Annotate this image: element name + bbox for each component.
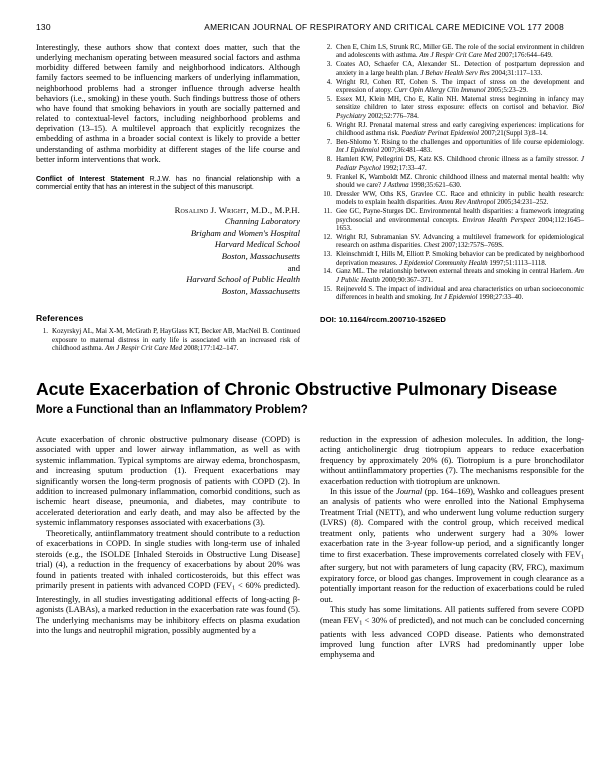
reference-item: Dressler WW, Oths KS, Gravlee CC. Race and ethnicity in public health research: models to explain health disparities. Annu Rev Anthropol 2005;34:231–252.	[336, 189, 584, 207]
article-header	[0, 379, 600, 417]
article-subtitle: More a Functional than an Inflammatory Problem?	[36, 403, 308, 416]
reference-item: Ben-Shlomo Y. Rising to the challenges and opportunities of life course epidemiology. Int J Epidemiol 2007;36:481–483.	[336, 137, 584, 155]
article-paragraph: Acute exacerbation of chronic obstructive pulmonary disease (COPD) is associated with upper and lower airway inflammation, as well as with systemic inflammation. Typical symptoms are airway edema, bronchospasm, and increasing sputum production (1). Frequent exacerbations may significantly worsen the long-term prognosis of patients with COPD (2). In addition to increased pulmonary inflammation, comorbid conditions, such as ischemic heart disease, pneumonia, and diabetes, may contribute to accelerated deterioration and early death, and may also be affected by the systemic inflammatory responses associated with exacerbations (3).	[36, 433, 300, 528]
article-left-column	[36, 434, 300, 660]
running-head	[0, 0, 600, 32]
reference-item: Kleinschmidt I, Hills M, Elliott P. Smoking behavior can be predicated by neighborhood deprivation measures. J Epidemiol Community Health 1997;51:1113–1118.	[336, 250, 584, 267]
reference-item: Wright RJ. Prenatal maternal stress and early caregiving experiences: implications for childhood asthma risk. Paediatr Perinat Epidemiol 2007;21(Suppl 3):8–14.	[336, 120, 584, 138]
author-signature-block	[36, 205, 300, 298]
article-paragraph: This study has some limitations. All patients suffered from severe COPD (mean $FEV_1 < 30\%$ of predicted), and not much can be concluded concerning patients with less advanced COPD disease. Patients who demonstrated improved lung function after LVRS had predominantly upper lobe emphysema and	[320, 604, 584, 660]
reference-item: Hamlett KW, Pellegrini DS, Katz KS. Childhood chronic illness as a family stressor. J Pediatr Psychol 1992;17:33–47.	[336, 155, 584, 172]
signature-affiliation: Brigham and Women's Hospital	[190, 227, 300, 238]
reference-item: Frankel K, Wamboldt MZ. Chronic childhood illness and maternal mental health: why should we care? J Asthma 1998;35:621–630.	[336, 172, 584, 189]
reference-item: Essex MJ, Klein MH, Cho E, Kalin NH. Maternal stress beginning in infancy may sensitize children to later stress exposure: effects on cortisol and behavior. Biol Psychiatry 2002;52:776–784.	[336, 94, 584, 120]
editorial-paragraph: Interestingly, these authors show that context does matter, such that the underlying mechanism operating between measured social factors and asthma morbidity differed between family and neighborhood indicators. Although family factors seemed to be influencing markers of underlying inflammation, neighborhood problems had a stronger influence through adverse health behaviors (i.e., smoking) in these youth. Such findings buttress those of others who have found that smoking behaviors in youth are socially patterned and related to contextual-level factors, including neighborhood problems and deprivation (13–15). A multilevel approach that explicitly recognizes the embedding of asthma in a broader social context is likely to provide a better understanding of asthma morbidity at different stages of the life course and better inform interventions that work.	[36, 43, 300, 164]
article-paragraph: Theoretically, antiinflammatory treatment should contribute to a reduction of exacerbations in COPD. In single studies with long-term use of inhaled steroids (e.g., the ISOLDE [Inhaled Steroids in Obstructive Lung Disease] trial) (4), a reduction in the frequency of exacerbations by about 20% was found in patients treated with inhaled corticosteroids, but this effect was primarily present in patients with advanced COPD ($FEV_1 < 60\%$ predicted). Interestingly, in all studies investigating additional effects of long-acting β-agonists (LABAs), a marked reduction in the exacerbation rate was found (5). The underlying mechanisms may be inhibitory effects on plasma exudation into the lungs and neutrophil migration, possibly augmented by a	[36, 527, 300, 636]
article-right-column	[320, 434, 584, 660]
article-title: Acute Exacerbation of Chronic Obstructive Pulmonary Disease	[36, 379, 558, 400]
journal-title-line: AMERICAN JOURNAL OF RESPIRATORY AND CRITICAL CARE MEDICINE VOL 177 2008	[204, 22, 564, 32]
editorial-left-column	[36, 43, 300, 353]
signature-affiliation: Boston, Massachusetts	[221, 251, 300, 262]
reference-item: Chen E, Chim LS, Strunk RC, Miller GE. The role of the social environment in children and adolescents with asthma. Am J Respir Crit Care Med 2007;176:644–649.	[336, 43, 584, 60]
article-paragraph: In this issue of the Journal (pp. 164–169), Washko and colleagues present an analysis of patients who were enrolled into the National Emphysema Treatment Trial (NETT), and who underwent lung volume reduction surgery (LVRS) (8). Compared with the control group, which received medical treatment only, patients who underwent surgery had a 30% lower exacerbation rate in the 3-year follow-up period, and a significantly longer time to first exacerbation. These improvements correlated closely with $FEV_1$ after surgery, but not with parameters of lung capacity (RV, FRC), maximum expiratory force, or blood gas changes. Improvement in cough clearance as a potentially important reason for the reduction of exacerbations could be ruled out.	[320, 485, 584, 604]
reference-list-right	[320, 43, 584, 302]
reference-item: Wright RJ, Subramanian SV. Advancing a multilevel framework for epidemiological research on asthma disparities. Chest 2007;132:757S–769S.	[336, 232, 584, 250]
reference-item: Coates AO, Schaefer CA, Alexander SL. Detection of postpartum depression and anxiety in a large health plan. J Behav Health Serv Res 2004;31:117–133.	[336, 60, 584, 77]
editorial-columns	[0, 43, 600, 353]
signature-affiliation: Harvard School of Public Health	[186, 274, 300, 285]
signature-affiliation: Channing Laboratory	[224, 216, 300, 227]
article-columns	[0, 434, 600, 660]
reference-item: Gee GC, Payne-Sturges DC. Environmental health disparities: a framework integrating psychosocial and environmental concepts. Environ Health Perspect 2004;112:1645–1653.	[336, 207, 584, 233]
signature-conjunction: and	[287, 262, 300, 273]
reference-item: Kozyrskyj AL, Mai X-M, McGrath P, HayGlass KT, Becker AB, MacNeil B. Continued exposure to maternal distress in early life is associated with an increased risk of childhood asthma. Am J Respir Crit Care Med 2008;177:142–147.	[52, 327, 300, 353]
reference-list-left	[36, 327, 300, 352]
signature-author-name: Rosalind J. Wright, M.D., M.P.H.	[174, 204, 300, 215]
conflict-text: R.J.W. has no financial relationship with a commercial entity that has an interest in the subject of this manuscript.	[36, 175, 300, 192]
reference-item: Ganz ML. The relationship between external threats and smoking in central Harlem. Am J Public Health 2000;90:367–371.	[336, 267, 584, 284]
conflict-of-interest-statement	[36, 176, 300, 193]
reference-item: Wright RJ, Cohen RT, Cohen S. The impact of stress on the development and expression of atopy. Curr Opin Allergy Clin Immunol 2005;5:23–29.	[336, 77, 584, 95]
page-number: 130	[36, 22, 51, 32]
references-heading: References	[36, 313, 84, 324]
signature-affiliation: Harvard Medical School	[214, 239, 300, 250]
signature-affiliation: Boston, Massachusetts	[221, 285, 300, 296]
reference-item: Reijneveld S. The impact of individual and area characteristics on urban socioeconomic differences in health and smoking. Int J Epidemiol 1998;27:33–40.	[336, 284, 584, 302]
article-paragraph: reduction in the expression of adhesion molecules. In addition, the long-acting anticholinergic drug tiotropium appears to reduce exacerbation frequency by approximately 20% (6). Tiotropium is a pure bronchodilator without antiinflammatory properties (7). The mechanisms responsible for the exacerbation reduction with tiotropium are unknown.	[320, 433, 584, 486]
conflict-label: Conflict of Interest Statement	[36, 175, 145, 183]
editorial-right-column	[320, 43, 584, 353]
doi-line: DOI: 10.1164/rccm.200710-1526ED	[320, 314, 446, 324]
